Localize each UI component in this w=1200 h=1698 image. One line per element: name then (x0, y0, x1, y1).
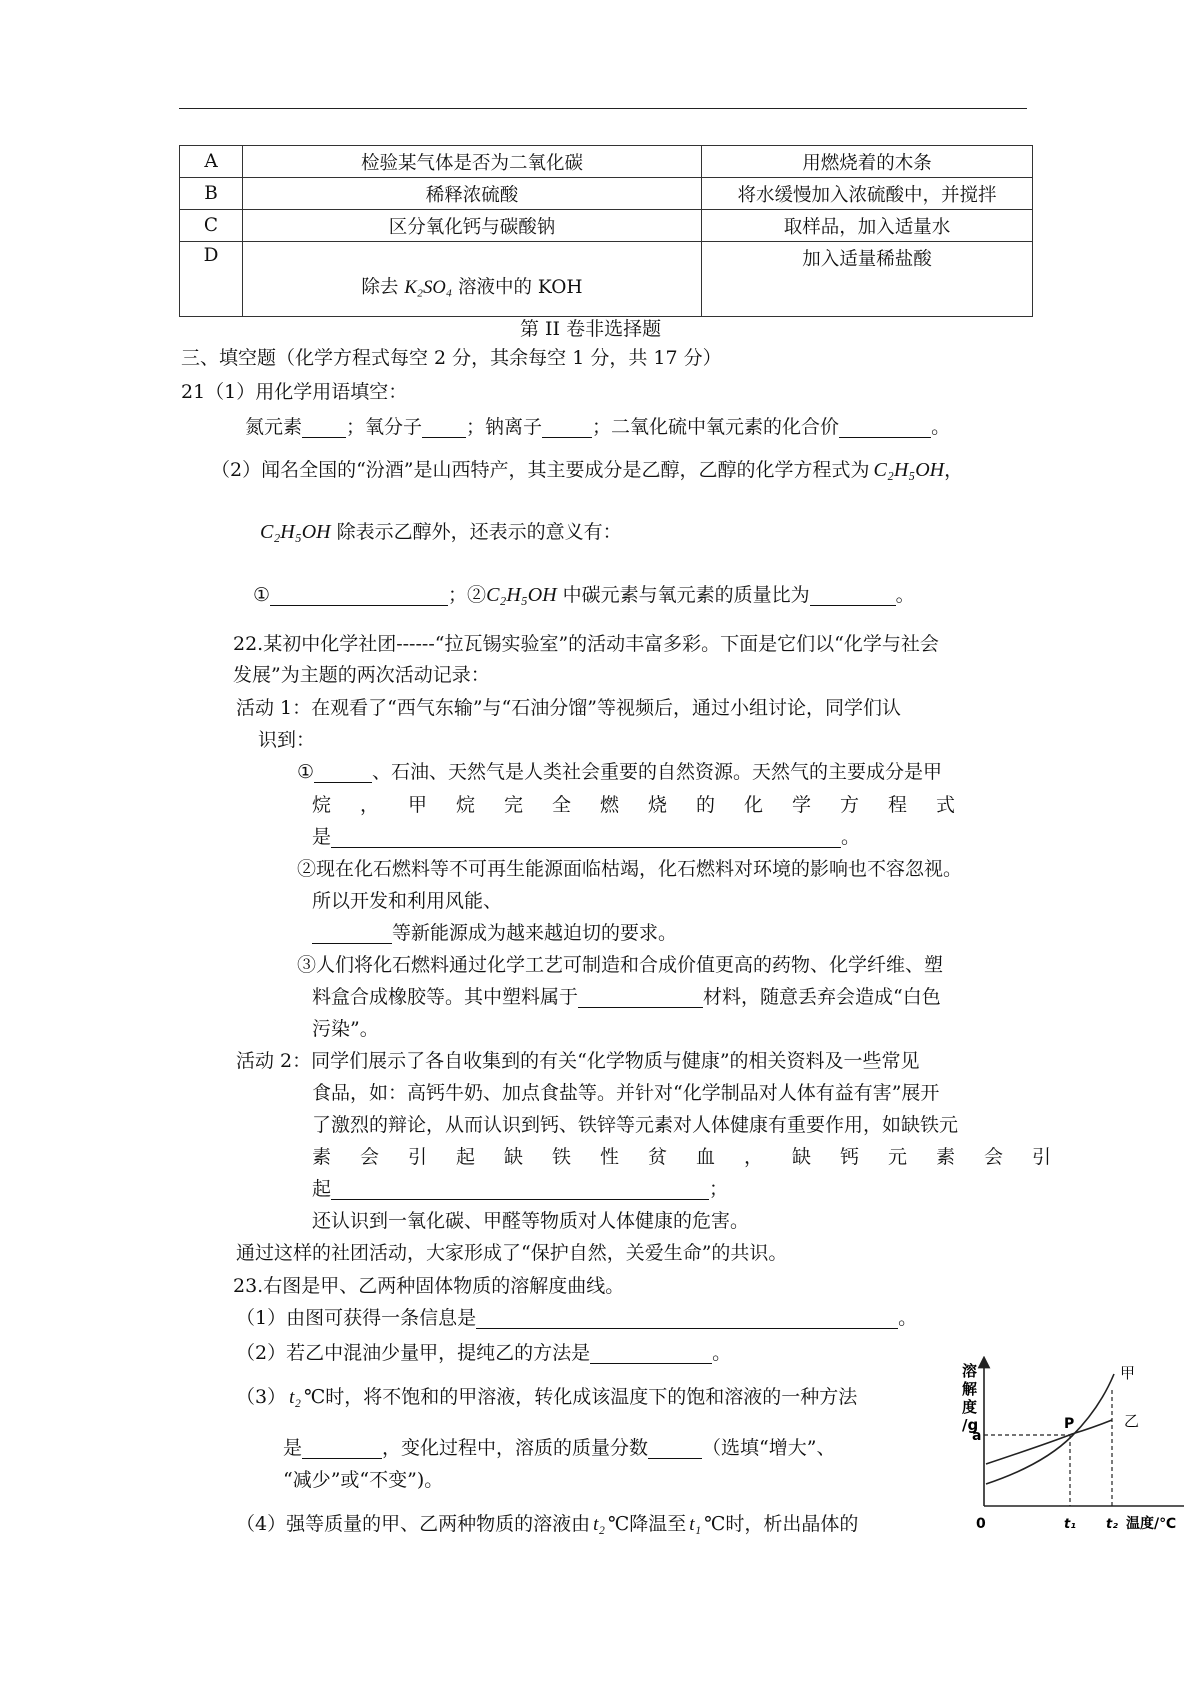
text: 。 (895, 584, 915, 606)
text: ① (297, 761, 315, 783)
text: 。 (712, 1342, 732, 1364)
text: （2）若乙中混油少量甲，提纯乙的方法是 (236, 1342, 591, 1364)
row-task (243, 242, 702, 317)
text: ℃时，将不饱和的甲溶液，转化成该温度下的饱和溶液的一种方法 (303, 1386, 858, 1408)
origin-label: 0 (976, 1516, 986, 1532)
header-rule (179, 108, 1027, 109)
text: （2）闻名全国的“汾酒”是山西特产，其主要成分是乙醇，乙醇的化学方程式为 (211, 459, 870, 481)
answer-blank[interactable] (422, 416, 466, 438)
answer-blank[interactable] (590, 1342, 712, 1364)
q22-line: 食品，如：高钙牛奶、加点食盐等。并针对“化学制品对人体有益有害”展开 (312, 1082, 940, 1104)
q22-line: 识到： (258, 729, 316, 751)
text: ；二氧化硫中氧元素的化合价 (592, 416, 840, 438)
row-method: 加入适量稀盐酸 (702, 242, 1033, 317)
formula-k2so4: K₂SO₄ (404, 278, 453, 298)
x-axis-label: 温度/℃ (1126, 1516, 1177, 1532)
text: ① (253, 584, 271, 606)
text: 起 (312, 1178, 332, 1200)
text: ；氧分子 (346, 416, 423, 438)
options-table (179, 145, 1033, 317)
text: 、石油、天然气是人类社会重要的自然资源。天然气的主要成分是甲 (372, 761, 943, 783)
a-label: a (972, 1428, 982, 1444)
text: （3） (236, 1386, 287, 1408)
text: 。 (841, 826, 861, 848)
text: 料盒合成橡胶等。其中塑料属于 (312, 986, 579, 1008)
answer-blank[interactable] (839, 416, 931, 438)
t2-label: t₂ (1106, 1517, 1118, 1532)
q23-line: 23.右图是甲、乙两种固体物质的溶解度曲线。 (233, 1275, 625, 1297)
text: 等新能源成为越来越迫切的要求。 (392, 922, 678, 944)
section-title: 三、填空题（化学方程式每空 2 分，其余每空 1 分，共 17 分） (181, 347, 722, 369)
q22-line: 活动 2：同学们展示了各自收集到的有关“化学物质与健康”的相关资料及一些常见 (236, 1050, 920, 1072)
formula-c2h5oh: C₂H₅OH (873, 459, 945, 481)
answer-blank[interactable] (302, 1437, 382, 1459)
text: 。 (931, 416, 951, 438)
q23-line (283, 1433, 835, 1460)
curve-yi (986, 1420, 1112, 1464)
row-method: 将水缓慢加入浓硫酸中，并搅拌 (702, 178, 1033, 210)
row-key: C (180, 210, 243, 242)
answer-blank[interactable] (648, 1437, 702, 1459)
row-method: 取样品，加入适量水 (702, 210, 1033, 242)
q22-line: 了激烈的辩论，从而认识到钙、铁锌等元素对人体健康有重要作用，如缺铁元 (312, 1114, 959, 1136)
t1-label: t₁ (1064, 1517, 1076, 1532)
answer-blank[interactable] (810, 584, 896, 606)
symbol-t2: t₂ (289, 1387, 301, 1408)
y-axis-label-1: 溶 (962, 1362, 978, 1380)
solubility-curve-figure (952, 1356, 1192, 1536)
text: ℃降温至 (607, 1513, 687, 1535)
q22-line: 素会引起缺铁性贫血，缺钙元素会引 (312, 1146, 1081, 1168)
q21-line (245, 412, 950, 439)
answer-blank[interactable] (312, 922, 392, 944)
answer-blank[interactable] (331, 826, 841, 848)
text: 氮元素 (245, 416, 303, 438)
row-key: A (180, 146, 243, 178)
answer-blank[interactable] (331, 1178, 709, 1200)
row-task: 稀释浓硫酸 (243, 178, 702, 210)
y-axis-label-4: /g (962, 1416, 979, 1434)
text: （4）强等质量的甲、乙两种物质的溶液由 (236, 1513, 591, 1535)
table-row (180, 242, 1033, 317)
q21-line (253, 580, 915, 607)
row-method: 用燃烧着的木条 (702, 146, 1033, 178)
q22-line: 烷，甲烷完全燃烧的化学方程式 (312, 794, 985, 816)
symbol-t2: t₂ (593, 1514, 605, 1535)
y-axis-label-3: 度 (962, 1398, 978, 1416)
q22-line: 发展”为主题的两次活动记录： (233, 664, 490, 686)
formula-c2h5oh: C₂H₅OH (260, 521, 331, 543)
curve-yi-label: 乙 (1124, 1412, 1140, 1430)
q23-line: “减少”或“不变”)。 (283, 1469, 444, 1491)
row-task-text: 溶液中的 KOH (458, 277, 583, 298)
text: 是 (312, 826, 332, 848)
q22-line: ②现在化石燃料等不可再生能源面临枯竭，化石燃料对环境的影响也不容忽视。 (297, 858, 963, 880)
curve-jia (986, 1374, 1114, 1484)
text: ， (944, 459, 964, 481)
text: （选填“增大”、 (702, 1437, 836, 1459)
q22-line: 还认识到一氧化碳、甲醛等物质对人体健康的危害。 (312, 1210, 750, 1232)
curve-jia-label: 甲 (1120, 1364, 1136, 1382)
point-p-label: P (1064, 1416, 1075, 1432)
text: （1）由图可获得一条信息是 (236, 1307, 477, 1329)
text: 。 (898, 1307, 918, 1329)
q23-line (236, 1382, 857, 1409)
q22-line: 22.某初中化学社团------“拉瓦锡实验室”的活动丰富多彩。下面是它们以“化学与社会 (233, 633, 939, 655)
text: 材料，随意丢弃会造成“白色 (703, 986, 941, 1008)
q22-line: 污染”。 (312, 1018, 379, 1040)
answer-blank[interactable] (270, 584, 448, 606)
q23-line (236, 1509, 858, 1536)
row-task: 检验某气体是否为二氧化碳 (243, 146, 702, 178)
part-title: 第 II 卷非选择题 (520, 318, 662, 340)
text: 中碳元素与氧元素的质量比为 (562, 584, 810, 606)
q22-line (312, 982, 941, 1009)
answer-blank[interactable] (476, 1307, 898, 1329)
q22-line (297, 757, 942, 784)
answer-blank[interactable] (542, 416, 592, 438)
q22-line: 所以开发和利用风能、 (312, 890, 503, 912)
text: ℃时，析出晶体的 (704, 1513, 859, 1535)
text: ；钠离子 (466, 416, 543, 438)
q22-line: 通过这样的社团活动，大家形成了“保护自然，关爱生命”的共识。 (236, 1242, 788, 1264)
row-task-text: 除去 (361, 277, 399, 298)
text: ； (709, 1178, 729, 1200)
text: 除表示乙醇外，还表示的意义有： (336, 521, 622, 543)
q22-line (312, 822, 860, 849)
row-key: D (180, 242, 243, 317)
formula-c2h5oh: C₂H₅OH (486, 584, 557, 606)
q21-line (260, 517, 622, 544)
row-key: B (180, 178, 243, 210)
q21-line: 21（1）用化学用语填空： (181, 381, 408, 403)
table-row (180, 210, 1033, 242)
q22-line (312, 918, 677, 945)
q23-line (236, 1303, 917, 1330)
q22-line: ③人们将化石燃料通过化学工艺可制造和合成价值更高的药物、化学纤维、塑 (297, 954, 944, 976)
answer-blank[interactable] (314, 761, 372, 783)
table-row (180, 178, 1033, 210)
row-task: 区分氧化钙与碳酸钠 (243, 210, 702, 242)
q21-line (211, 455, 963, 482)
answer-blank[interactable] (578, 986, 703, 1008)
answer-blank[interactable] (302, 416, 346, 438)
q23-line (236, 1338, 731, 1365)
q22-line (312, 1174, 728, 1201)
symbol-t1: t₁ (689, 1514, 702, 1535)
y-axis-label-2: 解 (962, 1380, 978, 1398)
text: ；② (448, 584, 487, 606)
text: 是 (283, 1437, 303, 1459)
q22-line: 活动 1：在观看了“西气东输”与“石油分馏”等视频后，通过小组讨论，同学们认 (236, 697, 901, 719)
table-row (180, 146, 1033, 178)
text: ，变化过程中，溶质的质量分数 (382, 1437, 649, 1459)
